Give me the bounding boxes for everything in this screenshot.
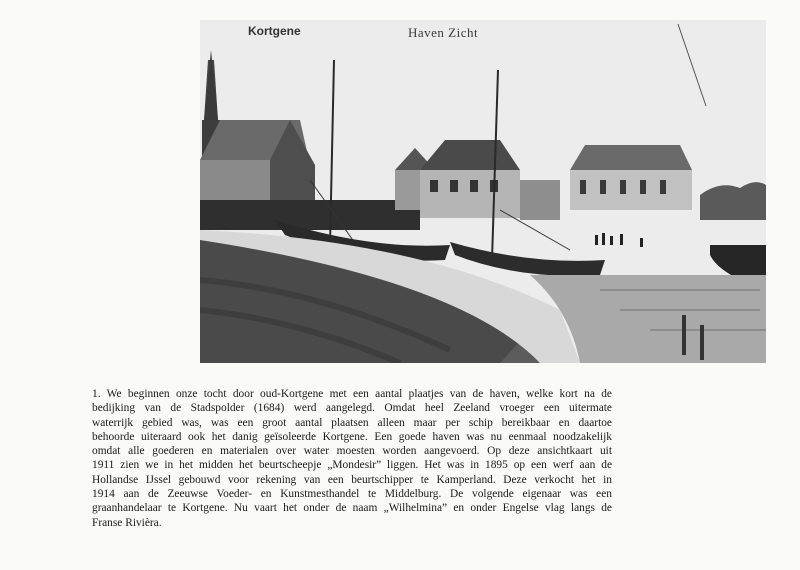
caption-line: 1. We beginnen onze tocht door oud-Kortgene met een aantal plaatjes van de haven, welke kort na de (92, 388, 612, 400)
caption-line: graanhandelaar te Kortgene. Nu vaart het onder de naam „Wilhelmina” en onder Engelse vlag langs de (92, 502, 612, 515)
caption-line: omdat alle goederen en materialen over water moesten worden aangevoerd. Op deze ansichtkaart uit (92, 445, 612, 458)
photo-title-kortgene: Kortgene (248, 24, 301, 38)
caption-line: Franse Rivièra. (92, 516, 162, 529)
caption-line: 1914 aan de Zeeuwse Voeder- en Kunstmesthandel te Middelburg. De volgende eigenaar was een (92, 488, 612, 501)
caption-line: Hollandse IJssel gebouwd voor rekening van een beurtschipper te Kamperland. Deze verkocht het in (92, 473, 612, 486)
caption-line: waterrijk gebied was, was een groot aantal plaatsen alleen maar per schip bereikbaar en daartoe (92, 416, 612, 429)
caption-line: behoorde uiteraard ook het danig geïsoleerde Kortgene. Een goede haven was nu eenmaal noodzakelijk (92, 430, 612, 443)
harbour-photo-image (200, 20, 766, 363)
photo-title-haven-zicht: Haven Zicht (408, 25, 479, 40)
harbour-photo (200, 20, 766, 363)
caption-line: 1911 zien we in het midden het beurtscheepje „Mondesir” liggen. Het was in 1895 op een werf aan de (92, 459, 612, 472)
caption-text (92, 387, 612, 530)
caption-line: bedijking van de Stadspolder (1684) werd aangelegd. Omdat heel Zeeland vroeger een uitermate (92, 402, 612, 415)
